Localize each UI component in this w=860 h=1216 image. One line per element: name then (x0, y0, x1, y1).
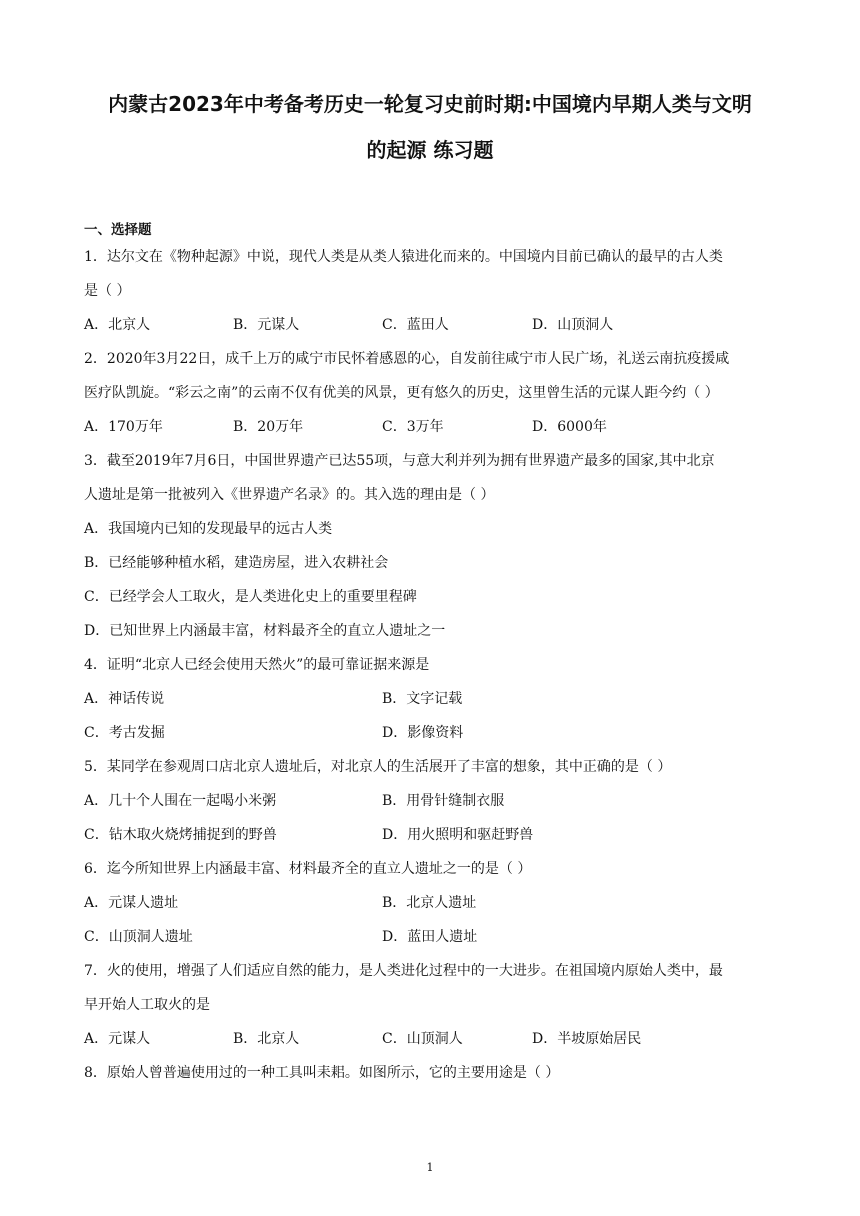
question-2-option-b: B．20万年 (233, 419, 304, 435)
question-7-text: 7．火的使用，增强了人们适应自然的能力，是人类进化过程中的一大进步。在祖国境内原始人类中，最 (84, 963, 723, 979)
document-title-line-1: 内蒙古2023年中考备考历史一轮复习史前时期:中国境内早期人类与文明 (108, 92, 752, 116)
question-7-option-a: A．元谋人 (84, 1031, 151, 1047)
question-4-text: 4．证明“北京人已经会使用天然火”的最可靠证据来源是 (84, 657, 430, 673)
section-heading: 一、选择题 (84, 222, 152, 238)
question-5-option-b: B．用骨针缝制衣服 (382, 793, 505, 809)
question-7-option-d: D．半坡原始居民 (532, 1031, 642, 1047)
question-6-option-b: B．北京人遗址 (382, 895, 477, 911)
question-1-option-d: D．山顶洞人 (532, 317, 614, 333)
question-2-text: 2．2020年3月22日，成千上万的咸宁市民怀着感恩的心，自发前往咸宁市人民广场，礼送云南抗疫援咸 (84, 351, 730, 367)
question-3-option-b: B．已经能够种植水稻，建造房屋，进入农耕社会 (84, 555, 389, 571)
question-1-text: 1．达尔文在《物种起源》中说，现代人类是从类人猿进化而来的。中国境内目前已确认的最早的古人类 (84, 249, 723, 265)
question-6-option-d: D．蓝田人遗址 (382, 929, 478, 945)
page-number: 1 (426, 1161, 434, 1174)
document-title-line-2: 的起源 练习题 (366, 138, 494, 162)
question-4-option-d: D．影像资料 (382, 725, 464, 741)
question-8-text: 8．原始人曾普遍使用过的一种工具叫耒耜。如图所示，它的主要用途是（ ） (84, 1065, 560, 1081)
question-6-option-c: C．山顶洞人遗址 (84, 929, 193, 945)
question-2-text-cont: 医疗队凯旋。“彩云之南”的云南不仅有优美的风景，更有悠久的历史，这里曾生活的元谋人距今约（ ） (84, 385, 719, 401)
question-1-option-c: C．蓝田人 (382, 317, 449, 333)
question-3-option-c: C．已经学会人工取火，是人类进化史上的重要里程碑 (84, 589, 417, 605)
question-7-option-b: B．北京人 (233, 1031, 300, 1047)
question-2-option-a: A．170万年 (84, 419, 163, 435)
question-1-option-a: A．北京人 (84, 317, 151, 333)
question-1-option-b: B．元谋人 (233, 317, 300, 333)
question-4-option-b: B．文字记载 (382, 691, 463, 707)
question-5-option-d: D．用火照明和驱赶野兽 (382, 827, 534, 843)
question-6-text: 6．迄今所知世界上内涵最丰富、材料最齐全的直立人遗址之一的是（ ） (84, 861, 532, 877)
question-7-option-c: C．山顶洞人 (382, 1031, 463, 1047)
question-4-option-c: C．考古发掘 (84, 725, 165, 741)
question-7-text-cont: 早开始人工取火的是 (84, 997, 210, 1013)
question-3-option-d: D．已知世界上内涵最丰富，材料最齐全的直立人遗址之一 (84, 623, 446, 639)
question-2-option-c: C．3万年 (382, 419, 444, 435)
question-6-option-a: A．元谋人遗址 (84, 895, 179, 911)
question-1-text-cont: 是（ ） (84, 283, 131, 299)
question-4-option-a: A．神话传说 (84, 691, 165, 707)
question-3-text: 3．截至2019年7月6日，中国世界遗产已达55项，与意大利并列为拥有世界遗产最多的国家,其中北京 (84, 453, 715, 469)
question-5-option-c: C．钻木取火烧烤捕捉到的野兽 (84, 827, 277, 843)
question-3-text-cont: 人遗址是第一批被列入《世界遗产名录》的。其入选的理由是（ ） (84, 487, 495, 503)
question-5-option-a: A．几十个人围在一起喝小米粥 (84, 793, 277, 809)
question-5-text: 5．某同学在参观周口店北京人遗址后，对北京人的生活展开了丰富的想象，其中正确的是（ ） (84, 759, 672, 775)
question-2-option-d: D．6000年 (532, 419, 607, 435)
question-3-option-a: A．我国境内已知的发现最早的远古人类 (84, 521, 333, 537)
